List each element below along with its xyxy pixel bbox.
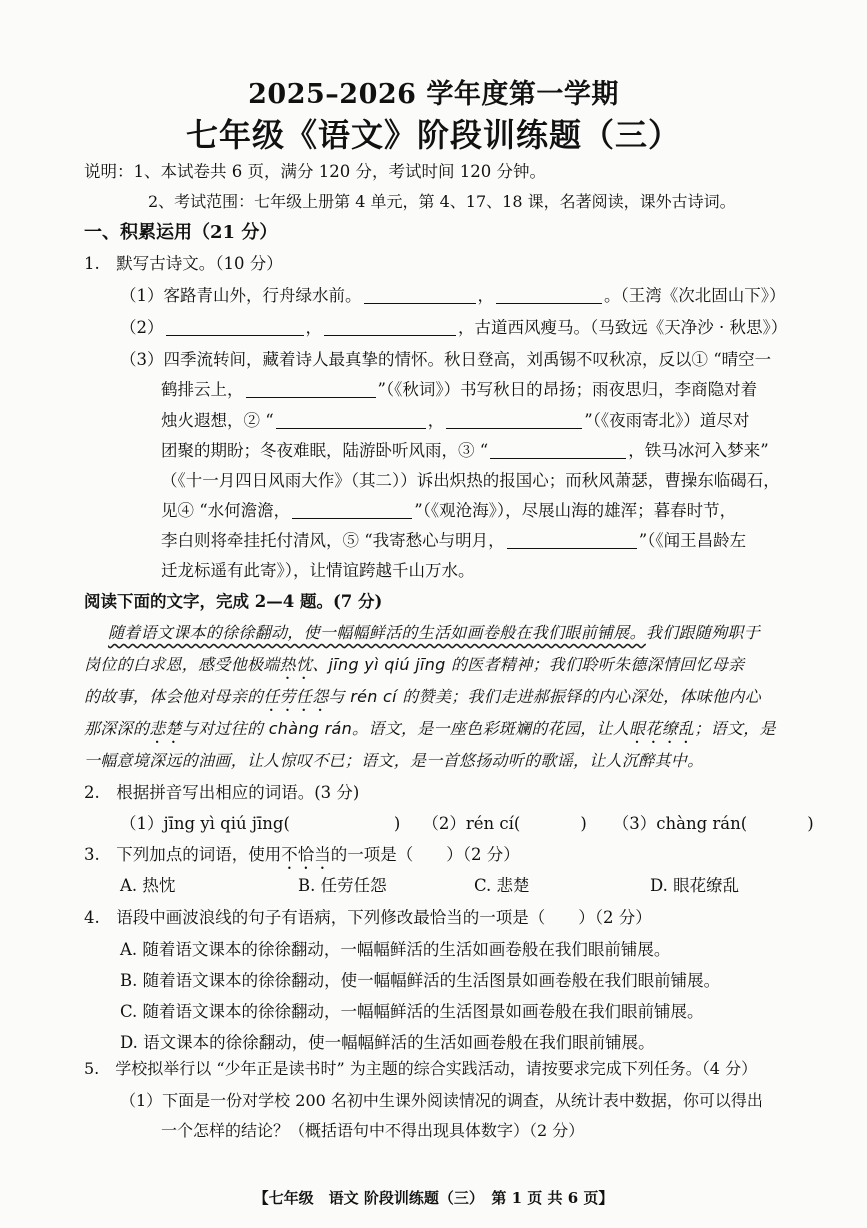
- text: ，铁马冰河入梦来”: [628, 441, 769, 460]
- q1-part3-line8: 迁龙标遥有此寄》），让情谊跨越千山万水。: [161, 561, 475, 580]
- wavy-sentence: 随着语文课本的徐徐翻动，使一幅幅鲜活的生活如画卷般在我们眼前铺展。: [108, 623, 646, 642]
- text: 的一项是（ ）（2 分）: [330, 845, 520, 864]
- answer-blank[interactable]: [507, 532, 637, 550]
- q1-part2-source: ，古道西风瘦马。（马致远《天净沙 · 秋思》）: [458, 318, 788, 337]
- dotted-word: 眼花缭乱: [629, 719, 695, 738]
- answer-blank[interactable]: [490, 442, 626, 460]
- answer-blank[interactable]: [324, 319, 456, 337]
- text: 鹤排云上，: [161, 380, 244, 399]
- text: ): [807, 814, 814, 833]
- q1-part3-line2: [161, 376, 757, 400]
- q3-option-c[interactable]: C. 悲楚: [474, 876, 530, 895]
- text: ，: [427, 411, 445, 430]
- passage-line2: [84, 652, 744, 683]
- text: 那深深的: [84, 719, 150, 738]
- passage-line5: 一幅意境深远的油画，让人惊叹不已；语文，是一首悠扬动听的歌谣，让人沉醉其中。: [84, 751, 704, 770]
- text: ；语文，是: [694, 719, 776, 738]
- answer-blank[interactable]: [276, 412, 426, 430]
- text: 我们跟随殉职于: [645, 623, 761, 642]
- q3-stem: [84, 841, 520, 873]
- text: 与 rén cí 的赞美；我们走进郝振铎的内心深处，体味他内心: [328, 687, 761, 706]
- q2-options: [120, 810, 814, 834]
- page-title: 七年级《语文》阶段训练题（三）: [185, 116, 681, 154]
- text: ”（《观沧海》），尽展山海的雄浑；暮春时节，: [414, 501, 737, 520]
- q1-part3-line7: [161, 527, 746, 551]
- text: 与对过往的 chàng rán。语文，是一座色彩斑斓的花园，让人: [181, 719, 630, 738]
- text: 、jīng yì qiú jīng 的医者精神；我们聆听朱德深情回忆母亲: [312, 655, 745, 674]
- q1-part1-text: （1）客路青山外，行舟绿水前。: [120, 286, 362, 305]
- q4-option-b[interactable]: B. 随着语文课本的徐徐翻动，使一幅幅鲜活的生活图景如画卷般在我们眼前铺展。: [120, 971, 721, 990]
- note-2: 2、考试范围：七年级上册第 4 单元，第 4、17、18 课，名著阅读，课外古诗词。: [148, 192, 736, 211]
- answer-blank[interactable]: [364, 287, 476, 305]
- text: ”（《秋词》）书写秋日的昂扬；雨夜思归，李商隐对着: [377, 380, 758, 399]
- q4-option-a[interactable]: A. 随着语文课本的徐徐翻动，一幅幅鲜活的生活如画卷般在我们眼前铺展。: [120, 940, 671, 959]
- dotted-word: 任劳任怨: [263, 687, 329, 706]
- passage-line1: [108, 620, 760, 643]
- reading-instruction: 阅读下面的文字，完成 2—4 题。(7 分): [84, 592, 383, 611]
- q4-option-d[interactable]: D. 语文课本的徐徐翻动，使一幅幅鲜活的生活如画卷般在我们眼前铺展。: [120, 1033, 655, 1052]
- q4-stem: 4. 语段中画波浪线的句子有语病，下列修改最恰当的一项是（ ）（2 分）: [84, 908, 652, 927]
- answer-blank[interactable]: [292, 502, 412, 520]
- answer-blank[interactable]: [166, 319, 304, 337]
- q2-option-2: （2）rén cí(: [422, 814, 521, 833]
- dotted-word: 不恰当: [281, 845, 331, 864]
- answer-blank[interactable]: [446, 412, 582, 430]
- note-1: 说明：1、本试卷共 6 页，满分 120 分，考试时间 120 分钟。: [84, 162, 546, 181]
- q3-option-a[interactable]: A. 热忱: [120, 876, 176, 895]
- text: 见④ “水何澹澹，: [161, 501, 291, 520]
- text: 烛火遐想，② “: [161, 411, 274, 430]
- q5-part1-line1: （1）下面是一份对学校 200 名初中生课外阅读情况的调查，从统计表中数据，你可以得出: [120, 1091, 763, 1110]
- answer-blank[interactable]: [246, 381, 376, 399]
- section-heading: 一、积累运用（21 分）: [84, 222, 278, 243]
- q1-part3-line5: （《十一月四日风雨大作》（其二））诉出炽热的报国心；而秋风萧瑟，曹操东临碣石，: [161, 471, 780, 490]
- q2-option-1: （1）jīng yì qiú jīng(: [120, 814, 290, 833]
- q1-part2-num: （2）: [120, 318, 164, 337]
- q5-stem: 5. 学校拟举行以 “少年正是读书时” 为主题的综合实践活动，请按要求完成下列任务。（4 分）: [84, 1059, 758, 1078]
- answer-blank[interactable]: [496, 287, 602, 305]
- q2-stem: 2. 根据拼音写出相应的词语。(3 分): [84, 783, 360, 802]
- text: 李白则将牵挂托付清风，⑤ “我寄愁心与明月，: [161, 531, 505, 550]
- q3-option-d[interactable]: D. 眼花缭乱: [650, 876, 740, 895]
- text: 3. 下列加点的词语，使用: [84, 845, 282, 864]
- page-footer: 【七年级 语文 阶段训练题（三） 第 1 页 共 6 页】: [253, 1189, 614, 1207]
- q1-part1-source: 。（王湾《次北固山下》）: [604, 286, 786, 305]
- text: 的故事，体会他对母亲的: [84, 687, 264, 706]
- text: ): [580, 814, 587, 833]
- q1-part3-line4: [161, 437, 769, 461]
- q1-part3-line6: [161, 497, 736, 521]
- dotted-word: 热忱: [279, 655, 313, 674]
- q1-part3-line1: （3）四季流转间，藏着诗人最真挚的情怀。秋日登高，刘禹锡不叹秋凉，反以① “晴空一: [120, 350, 772, 369]
- text: ): [393, 814, 401, 833]
- text: 团聚的期盼；冬夜难眠，陆游卧听风雨，③ “: [161, 441, 489, 460]
- q1-part1-sep: ，: [477, 286, 494, 305]
- q2-option-3: （3）chàng rán(: [612, 814, 748, 833]
- passage-line3: [84, 684, 761, 715]
- text: ”（《闻王昌龄左: [638, 531, 747, 550]
- text: 岗位的白求恩，感受他极端: [84, 655, 280, 674]
- q5-part1-line2: 一个怎样的结论？（概括语句中不得出现具体数字）（2 分）: [161, 1121, 585, 1140]
- dotted-word: 悲楚: [149, 719, 182, 738]
- q1-part1: [120, 282, 786, 306]
- q3-option-b[interactable]: B. 任劳任怨: [298, 876, 387, 895]
- q4-option-c[interactable]: C. 随着语文课本的徐徐翻动，一幅幅鲜活的生活图景如画卷般在我们眼前铺展。: [120, 1002, 704, 1021]
- q1-stem: 1. 默写古诗文。（10 分）: [84, 254, 283, 273]
- text: ”（《夜雨寄北》）道尽对: [584, 411, 750, 430]
- q1-part2: [120, 314, 787, 338]
- passage-line4: [84, 716, 776, 747]
- q1-part3-line3: [161, 407, 749, 431]
- q1-part2-sep: ，: [305, 318, 322, 337]
- title-year: 2025–2026 学年度第一学期: [248, 79, 619, 110]
